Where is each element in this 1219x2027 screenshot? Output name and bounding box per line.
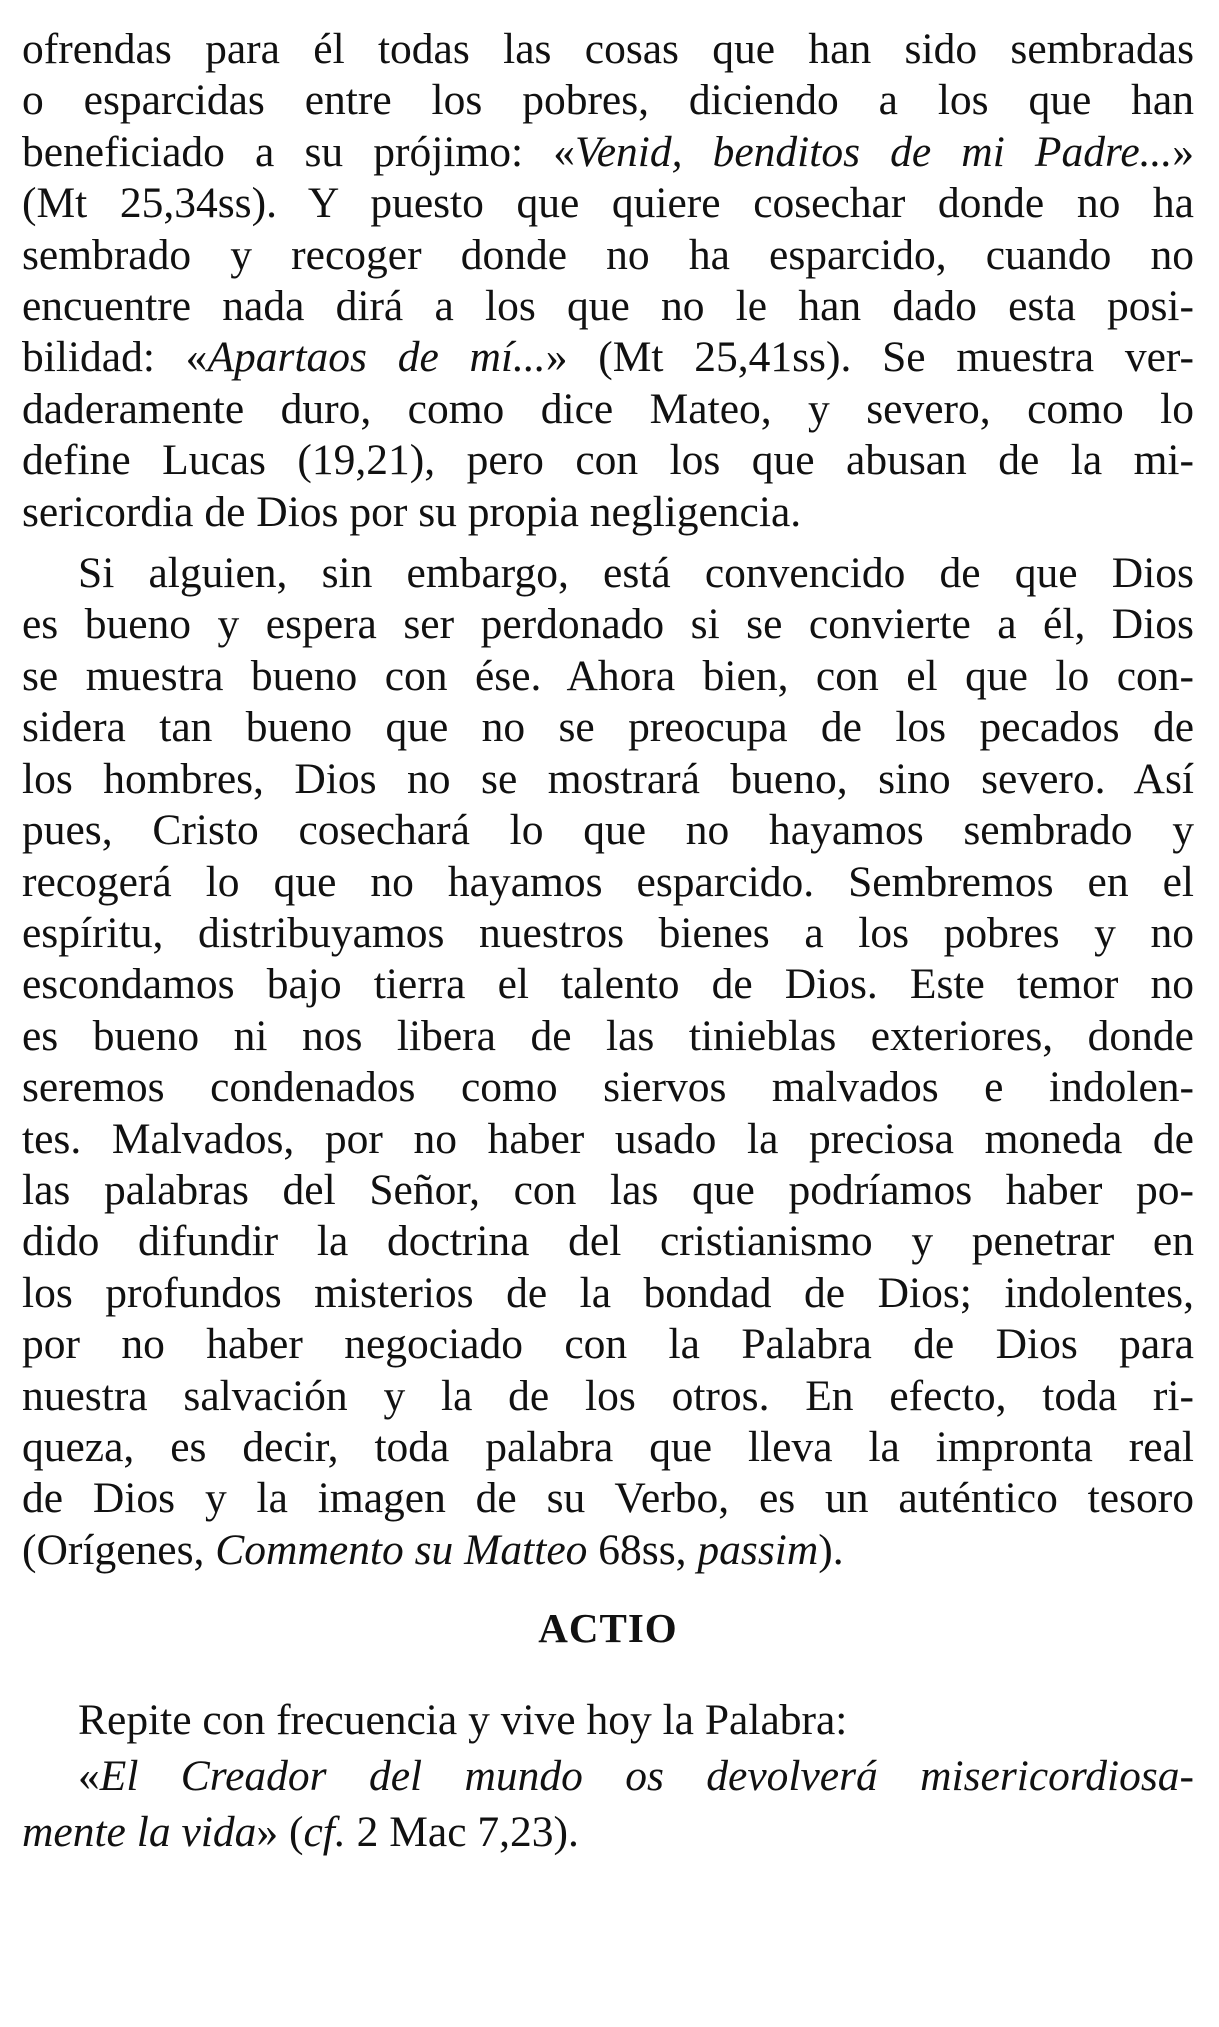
paragraph-1: [22, 24, 1194, 538]
text-line: es bueno y espera ser perdonado si se convierte a él, Dios: [22, 600, 1194, 649]
quote-mark: «: [78, 1752, 100, 1800]
text-line: o esparcidas entre los pobres, diciendo a los que han: [22, 76, 1194, 125]
text-line: se muestra bueno con ése. Ahora bien, con el que lo con-: [22, 651, 1194, 700]
scripture-quote: mente la vida: [22, 1808, 257, 1856]
section-heading-wrap: [22, 1604, 1194, 1652]
text-line: espíritu, distribuyamos nuestros bienes a los pobres y no: [22, 908, 1194, 957]
text-fragment: (Orígenes,: [22, 1525, 216, 1574]
text-line: [22, 1748, 1194, 1804]
actio-block: [22, 1692, 1194, 1860]
text-fragment: 68ss,: [587, 1525, 698, 1574]
latin-term: passim: [697, 1525, 819, 1574]
text-line: Si alguien, sin embargo, está convencido de que Dios: [78, 549, 1194, 598]
text-line: (Mt 25,34ss). Y puesto que quiere cosechar donde no ha: [22, 179, 1194, 228]
text-line: sericordia de Dios por su propia negligencia.: [22, 487, 802, 536]
text-line: [22, 1525, 1194, 1576]
text-line: las palabras del Señor, con las que podríamos haber po-: [22, 1165, 1194, 1214]
scripture-quote: Venid, benditos de mi Padre...: [574, 127, 1173, 176]
quote-mark: » (: [256, 1808, 304, 1856]
scripture-quote: Apartaos de mí...: [207, 333, 546, 382]
text-line: nuestra salvación y la de los otros. En efecto, toda ri-: [22, 1371, 1194, 1420]
text-line: tes. Malvados, por no haber usado la preciosa moneda de: [22, 1114, 1194, 1163]
paragraph-2: [22, 548, 1194, 1576]
text-fragment: »: [1172, 127, 1194, 176]
text-line: es bueno ni nos libera de las tinieblas exteriores, donde: [22, 1011, 1194, 1060]
actio-intro: Repite con frecuencia y vive hoy la Palabra:: [78, 1696, 848, 1744]
text-line: encuentre nada dirá a los que no le han dado esta posi-: [22, 282, 1194, 331]
text-line: dido difundir la doctrina del cristianismo y penetrar en: [22, 1217, 1194, 1266]
section-heading: ACTIO: [538, 1605, 678, 1651]
text-line: de Dios y la imagen de su Verbo, es un auténtico tesoro: [22, 1474, 1194, 1523]
text-line: define Lucas (19,21), pero con los que abusan de la mi-: [22, 436, 1194, 485]
text-line: [22, 1804, 1194, 1860]
text-line: sembrado y recoger donde no ha esparcido, cuando no: [22, 230, 1194, 279]
text-line: daderamente duro, como dice Mateo, y severo, como lo: [22, 384, 1194, 433]
text-line: escondamos bajo tierra el talento de Dios. Este temor no: [22, 960, 1194, 1009]
text-line: los profundos misterios de la bondad de Dios; indolentes,: [22, 1268, 1194, 1317]
text-fragment: bilidad: «: [22, 333, 208, 382]
text-line: pues, Cristo cosechará lo que no hayamos sembrado y: [22, 806, 1194, 855]
text-line: por no haber negociado con la Palabra de Dios para: [22, 1320, 1194, 1369]
text-line: recogerá lo que no hayamos esparcido. Sembremos en el: [22, 857, 1194, 906]
scripture-reference: 2 Mac 7,23).: [345, 1808, 579, 1856]
text-page: [22, 24, 1194, 1576]
text-fragment: » (Mt 25,41ss). Se muestra ver-: [545, 333, 1195, 382]
text-line: los hombres, Dios no se mostrará bueno, sino severo. Así: [22, 754, 1194, 803]
text-fragment: ).: [818, 1525, 844, 1574]
work-title: Commento su Matteo: [215, 1525, 588, 1574]
cf-abbrev: cf.: [303, 1808, 346, 1856]
text-line: [22, 332, 1194, 383]
text-line: queza, es decir, toda palabra que lleva la impronta real: [22, 1422, 1194, 1471]
text-line: ofrendas para él todas las cosas que han sido sembradas: [22, 25, 1194, 73]
text-line: seremos condenados como siervos malvados e indolen-: [22, 1063, 1194, 1112]
text-line: [22, 127, 1194, 178]
scripture-quote: El Creador del mundo os devolverá misericordiosa-: [99, 1752, 1194, 1800]
text-line: sidera tan bueno que no se preocupa de los pecados de: [22, 703, 1194, 752]
actio-quote: [22, 1748, 1194, 1860]
text-fragment: beneficiado a su prójimo: «: [22, 127, 575, 176]
